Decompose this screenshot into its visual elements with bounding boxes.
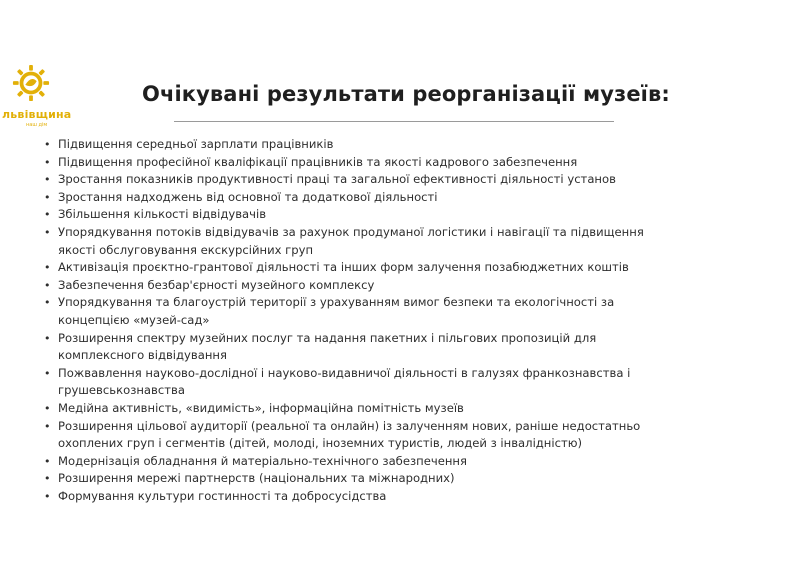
bullet-icon: • <box>44 261 51 275</box>
list-item: • Розширення мережі партнерств (національних та міжнародних) <box>44 470 744 488</box>
list-item: • Зростання показників продуктивності праці та загальної ефективності діяльності установ <box>44 171 744 189</box>
list-item: • Упорядкування потоків відвідувачів за рахунок продуманої логістики і навігації та підвищення <box>44 224 744 242</box>
bullet-icon: • <box>44 419 51 433</box>
bullet-icon: • <box>44 366 51 380</box>
logo-name: львівщина <box>2 108 72 121</box>
list-item-continuation: концепцією «музей-сад» <box>58 312 210 327</box>
sun-gear-icon <box>12 64 50 102</box>
list-item: • Модернізація обладнання й матеріально-технічного забезпечення <box>44 453 744 471</box>
bullet-icon: • <box>44 401 51 415</box>
list-item: • Збільшення кількості відвідувачів <box>44 206 744 224</box>
bullet-icon: • <box>44 138 51 151</box>
bullet-icon: • <box>44 173 51 187</box>
title-divider <box>174 121 614 122</box>
bullet-icon: • <box>44 208 51 222</box>
bullet-icon: • <box>44 155 51 169</box>
list-item: • Активізація проєктно-грантової діяльності та інших форм залучення позабюджетних коштів <box>44 259 744 277</box>
list-item: • Медійна активність, «видимість», інформаційна помітність музеїв <box>44 400 744 418</box>
page-title: Очікувані результати реорганізації музеїв: <box>142 82 670 106</box>
list-item-continuation: якості обслуговування екскурсійних груп <box>58 242 314 257</box>
bullet-icon: • <box>44 190 51 204</box>
list-item: • Підвищення середньої зарплати працівників <box>44 136 744 154</box>
list-item: • Розширення спектру музейних послуг та надання пакетних і пільгових пропозицій для <box>44 330 744 348</box>
results-list <box>44 136 744 505</box>
list-item: • Упорядкування та благоустрій території з урахуванням вимог безпеки та екологічності за <box>44 294 744 312</box>
bullet-icon: • <box>44 225 51 239</box>
bullet-icon: • <box>44 296 51 310</box>
bullet-icon: • <box>44 472 51 486</box>
list-item: • Забезпечення безбар'єрності музейного комплексу <box>44 277 744 295</box>
list-item-continuation: грушевськознавства <box>58 383 185 398</box>
bullet-icon: • <box>44 489 51 503</box>
list-item: • Формування культури гостинності та добросусідства <box>44 488 744 506</box>
bullet-icon: • <box>44 331 51 345</box>
logo-subtitle: наш дім <box>26 122 48 128</box>
list-item: • Розширення цільової аудиторії (реальної та онлайн) із залученням нових, раніше недостатньо <box>44 418 744 436</box>
list-item-continuation: охоплених груп і сегментів (дітей, молоді, іноземних туристів, людей з інвалідністю) <box>58 436 583 451</box>
list-item: • Пожвавлення науково-дослідної і науково-видавничої діяльності в галузях франкознавства і <box>44 365 744 383</box>
list-item: • Підвищення професійної кваліфікації працівників та якості кадрового забезпечення <box>44 154 744 172</box>
bullet-icon: • <box>44 454 51 468</box>
list-item: • Зростання надходжень від основної та додаткової діяльності <box>44 189 744 207</box>
bullet-icon: • <box>44 278 51 292</box>
list-item-continuation: комплексного відвідування <box>58 348 227 363</box>
